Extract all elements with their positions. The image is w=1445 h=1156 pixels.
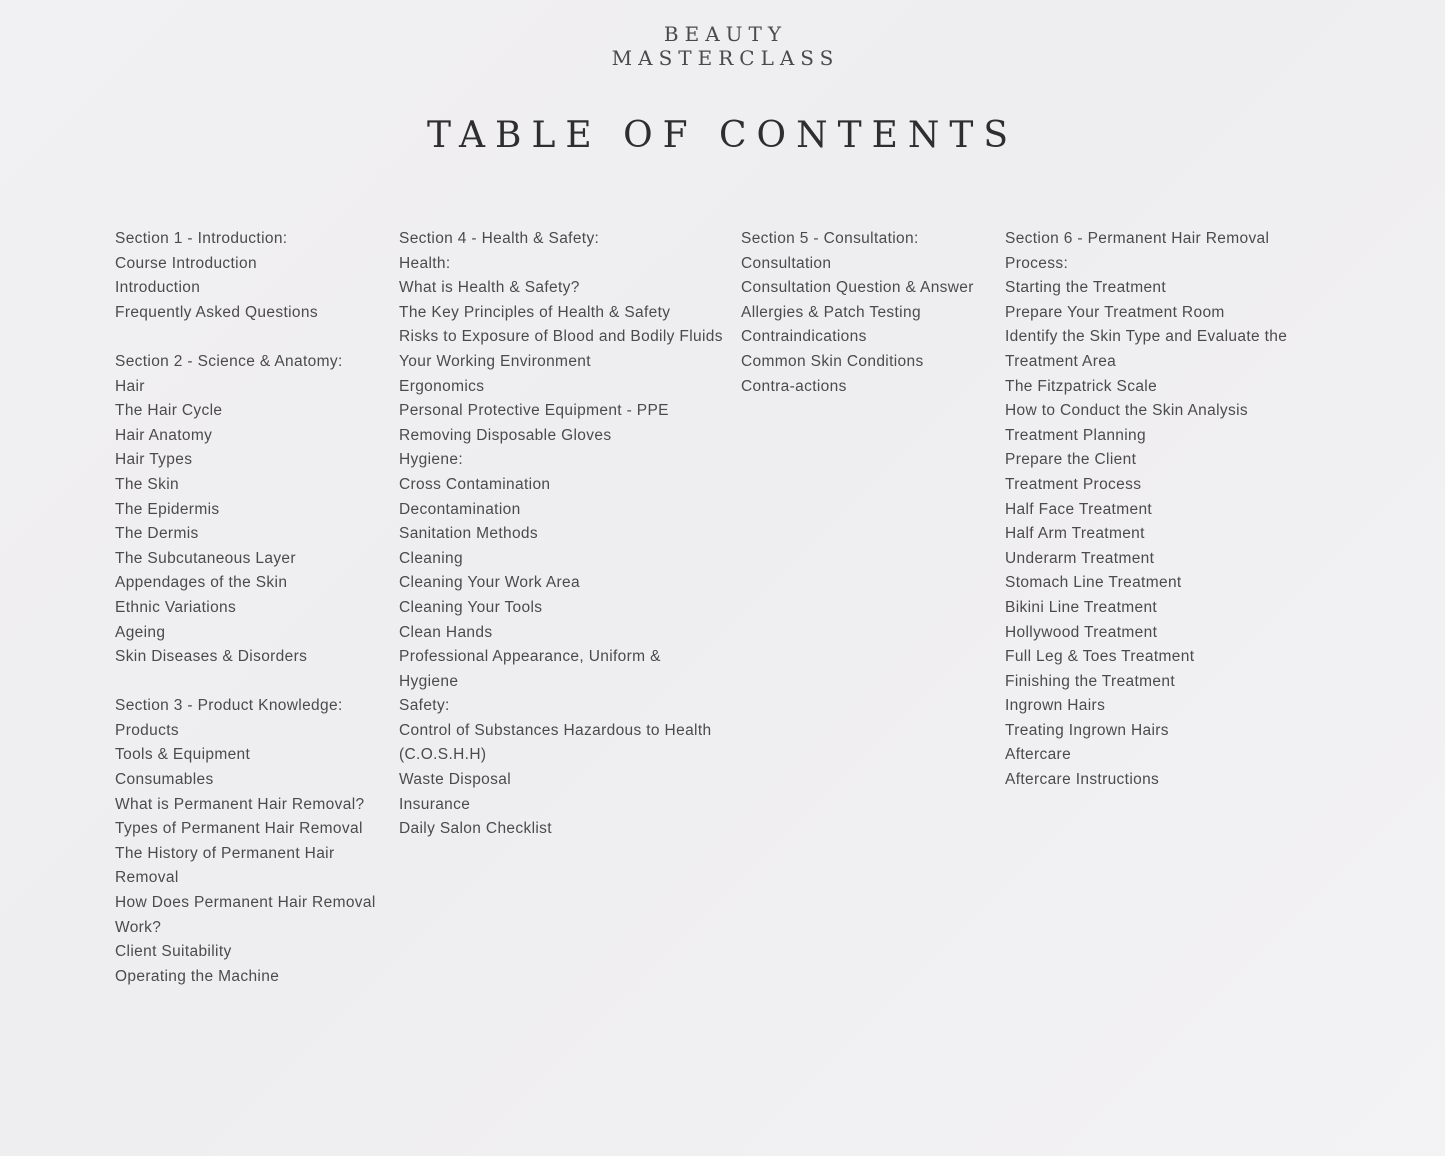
toc-entry: The History of Permanent Hair bbox=[115, 844, 335, 862]
toc-entry: Work? bbox=[115, 918, 162, 936]
toc-entry: Treating Ingrown Hairs bbox=[1005, 721, 1169, 739]
toc-entry: Full Leg & Toes Treatment bbox=[1005, 648, 1195, 666]
toc-entry: Daily Salon Checklist bbox=[399, 820, 552, 838]
toc-section-heading: Section 2 - Science & Anatomy: bbox=[115, 352, 343, 370]
toc-section-heading: Section 6 - Permanent Hair Removal bbox=[1005, 230, 1270, 247]
toc-entry: Consultation Question & Answer bbox=[741, 279, 974, 297]
toc-entry: The Key Principles of Health & Safety bbox=[399, 303, 671, 321]
toc-entry: Cross Contamination bbox=[399, 475, 551, 493]
toc-entry: Appendages of the Skin bbox=[115, 574, 288, 592]
toc-entry: Products bbox=[115, 721, 179, 739]
toc-entry: The Dermis bbox=[115, 525, 199, 543]
toc-entry: Decontamination bbox=[399, 500, 521, 518]
toc-entry: Process: bbox=[1005, 254, 1069, 272]
toc-entry: Treatment Area bbox=[1005, 352, 1117, 370]
toc-entry: Cleaning Your Tools bbox=[399, 598, 543, 616]
toc-entry: Hollywood Treatment bbox=[1005, 623, 1158, 641]
toc-entry: Hair Anatomy bbox=[115, 426, 213, 444]
toc-entry: Allergies & Patch Testing bbox=[741, 303, 921, 321]
toc-entry: Professional Appearance, Uniform & bbox=[399, 648, 661, 666]
toc-entry: Aftercare bbox=[1005, 746, 1072, 764]
toc-entry: Aftercare Instructions bbox=[1005, 771, 1160, 789]
toc-entry: Skin Diseases & Disorders bbox=[115, 648, 308, 666]
toc-entry: Sanitation Methods bbox=[399, 525, 538, 543]
toc-entry: Risks to Exposure of Blood and Bodily Fluids bbox=[399, 328, 723, 346]
toc-entry: Cleaning bbox=[399, 549, 463, 567]
toc-entry: Hair bbox=[115, 377, 145, 395]
toc-entry: Contra-actions bbox=[741, 377, 847, 395]
toc-entry: Operating the Machine bbox=[115, 967, 280, 985]
toc-entry: What is Permanent Hair Removal? bbox=[115, 795, 365, 813]
toc-entry: The Subcutaneous Layer bbox=[115, 549, 296, 567]
toc-entry: Types of Permanent Hair Removal bbox=[115, 820, 363, 838]
toc-entry: What is Health & Safety? bbox=[399, 279, 580, 297]
page-title: TABLE OF CONTENTS bbox=[426, 115, 1019, 156]
brand-line-2: MASTERCLASS bbox=[611, 46, 840, 70]
toc-entry: Your Working Environment bbox=[399, 352, 591, 370]
toc-entry: Underarm Treatment bbox=[1005, 549, 1155, 567]
brand-line-1: BEAUTY bbox=[663, 22, 788, 46]
toc-entry: How Does Permanent Hair Removal bbox=[115, 894, 376, 912]
toc-entry: Ergonomics bbox=[399, 377, 485, 395]
toc-entry: Consumables bbox=[115, 771, 214, 789]
toc-entry: The Hair Cycle bbox=[115, 402, 223, 420]
toc-entry: Ingrown Hairs bbox=[1005, 697, 1106, 715]
toc-entry: Bikini Line Treatment bbox=[1005, 598, 1158, 616]
section-spacer bbox=[115, 325, 390, 350]
toc-entry: Ethnic Variations bbox=[115, 598, 237, 616]
toc-entry: Half Face Treatment bbox=[1005, 500, 1153, 518]
section-spacer bbox=[115, 670, 390, 695]
toc-column-4 bbox=[1005, 227, 1305, 793]
toc-section-heading: Section 5 - Consultation: bbox=[741, 230, 919, 247]
toc-entry: Course Introduction bbox=[115, 254, 257, 272]
toc-entry: Consultation bbox=[741, 254, 832, 272]
toc-entry: Finishing the Treatment bbox=[1005, 672, 1176, 690]
toc-entry: Clean Hands bbox=[399, 623, 493, 641]
toc-entry: Ageing bbox=[115, 623, 166, 641]
toc-entry: (C.O.S.H.H) bbox=[399, 746, 487, 764]
toc-entry: Contraindications bbox=[741, 328, 867, 346]
toc-entry: Starting the Treatment bbox=[1005, 279, 1167, 297]
toc-column-1 bbox=[115, 227, 390, 989]
toc-entry: Control of Substances Hazardous to Health bbox=[399, 721, 712, 739]
toc-entry: Half Arm Treatment bbox=[1005, 525, 1145, 543]
toc-entry: Insurance bbox=[399, 795, 471, 813]
toc-entry: Hygiene: bbox=[399, 451, 463, 469]
toc-entry: The Fitzpatrick Scale bbox=[1005, 377, 1158, 395]
toc-entry: The Skin bbox=[115, 475, 179, 493]
toc-entry: Introduction bbox=[115, 279, 201, 297]
toc-entry: Treatment Planning bbox=[1005, 426, 1146, 444]
toc-entry: The Epidermis bbox=[115, 500, 220, 518]
toc-entry: Removal bbox=[115, 869, 179, 887]
toc-section-heading: Section 1 - Introduction: bbox=[115, 230, 288, 247]
toc-entry: Frequently Asked Questions bbox=[115, 303, 318, 321]
toc-column-2 bbox=[399, 227, 729, 842]
toc-section-heading: Section 3 - Product Knowledge: bbox=[115, 697, 343, 715]
toc-entry: Prepare the Client bbox=[1005, 451, 1137, 469]
toc-entry: Client Suitability bbox=[115, 943, 232, 961]
toc-entry: Identify the Skin Type and Evaluate the bbox=[1005, 328, 1288, 346]
toc-entry: Personal Protective Equipment - PPE bbox=[399, 402, 669, 420]
toc-section-heading: Section 4 - Health & Safety: bbox=[399, 230, 600, 247]
toc-entry: Prepare Your Treatment Room bbox=[1005, 303, 1225, 321]
toc-entry: Cleaning Your Work Area bbox=[399, 574, 580, 592]
toc-entry: Common Skin Conditions bbox=[741, 352, 924, 370]
toc-entry: Stomach Line Treatment bbox=[1005, 574, 1182, 592]
toc-entry: Hair Types bbox=[115, 451, 193, 469]
toc-column-3 bbox=[741, 227, 996, 399]
toc-entry: How to Conduct the Skin Analysis bbox=[1005, 402, 1248, 420]
toc-entry: Hygiene bbox=[399, 672, 459, 690]
toc-entry: Health: bbox=[399, 254, 451, 272]
toc-entry: Removing Disposable Gloves bbox=[399, 426, 612, 444]
toc-entry: Treatment Process bbox=[1005, 475, 1142, 493]
toc-entry: Waste Disposal bbox=[399, 771, 511, 789]
brand-logo bbox=[0, 22, 1445, 70]
toc-entry: Safety: bbox=[399, 697, 450, 715]
toc-entry: Tools & Equipment bbox=[115, 746, 251, 764]
